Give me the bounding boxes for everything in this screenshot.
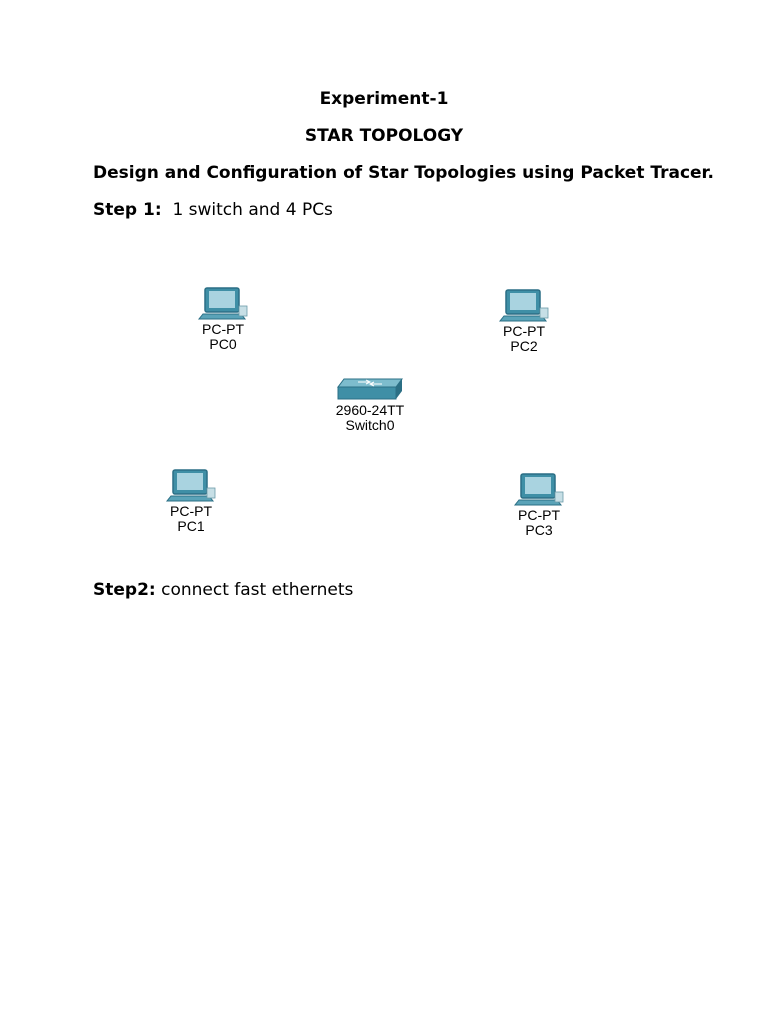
pc-icon bbox=[165, 468, 217, 504]
document-heading: Design and Configuration of Star Topologies using Packet Tracer. bbox=[93, 163, 714, 183]
pc-icon bbox=[197, 286, 249, 322]
device-pc3[interactable] bbox=[501, 472, 577, 538]
step-2 bbox=[93, 579, 353, 601]
device-type-label: PC-PT bbox=[503, 323, 545, 339]
device-name-label: PC0 bbox=[209, 336, 237, 352]
document-subtitle: STAR TOPOLOGY bbox=[304, 126, 464, 146]
step-1-text: 1 switch and 4 PCs bbox=[172, 200, 333, 220]
device-type-label: PC-PT bbox=[202, 321, 244, 337]
device-type-label: 2960-24TT bbox=[335, 402, 405, 418]
document-title: Experiment-1 bbox=[319, 89, 449, 109]
step-1-label: Step 1: bbox=[93, 200, 162, 220]
device-pc2[interactable] bbox=[486, 288, 562, 354]
device-name-label: PC1 bbox=[177, 518, 205, 534]
pc-icon bbox=[513, 472, 565, 508]
device-type-label: PC-PT bbox=[170, 503, 212, 519]
pc-icon bbox=[498, 288, 550, 324]
device-name-label: PC3 bbox=[525, 522, 553, 538]
device-switch0[interactable] bbox=[326, 377, 414, 433]
step-2-text: connect fast ethernets bbox=[161, 580, 354, 600]
device-type-label: PC-PT bbox=[518, 507, 560, 523]
device-name-label: PC2 bbox=[510, 338, 538, 354]
device-name-label: Switch0 bbox=[345, 417, 395, 433]
device-pc0[interactable] bbox=[185, 286, 261, 352]
switch-icon bbox=[336, 377, 404, 403]
device-pc1[interactable] bbox=[153, 468, 229, 534]
step-2-label: Step2: bbox=[93, 580, 156, 600]
